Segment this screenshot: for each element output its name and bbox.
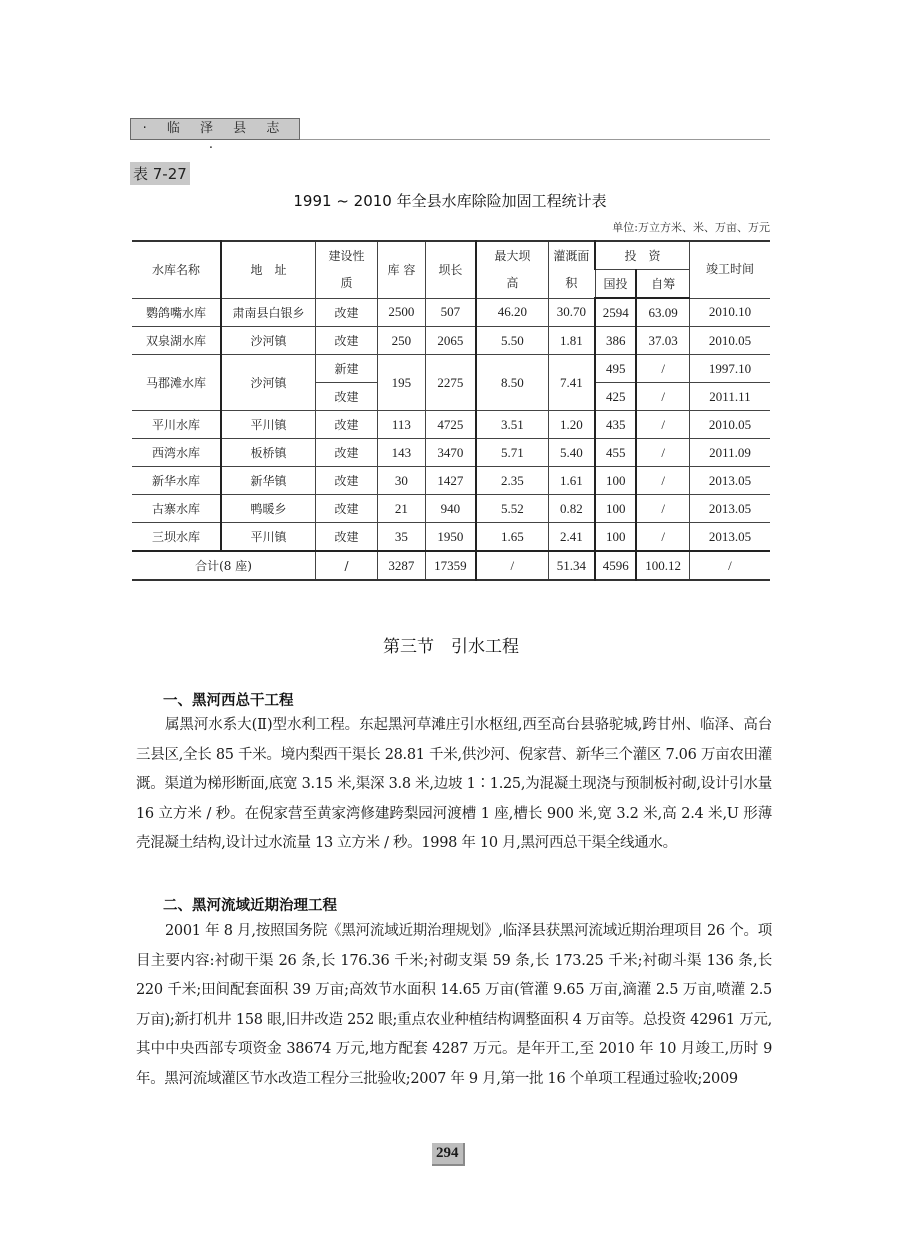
cell-name: 双泉湖水库: [132, 327, 221, 355]
cell-dam-length: 1950: [425, 523, 476, 552]
total-completion: /: [689, 551, 770, 580]
cell-irrigation: 1.81: [548, 327, 595, 355]
cell-address: 肃南县白银乡: [221, 298, 316, 327]
cell-dam-length: 3470: [425, 439, 476, 467]
cell-nature: 改建: [316, 467, 378, 495]
table-row: [132, 327, 770, 355]
cell-capacity: 30: [378, 467, 426, 495]
cell-state: 435: [595, 411, 636, 439]
total-capacity: 3287: [378, 551, 426, 580]
total-label: 合计(8 座): [132, 551, 316, 580]
cell-max-height: 1.65: [476, 523, 548, 552]
header-irrigation: 灌溉面积: [548, 241, 595, 298]
cell-nature: 改建: [316, 327, 378, 355]
header-rule: [300, 139, 770, 140]
cell-nature: 改建: [316, 411, 378, 439]
cell-nature: 改建: [316, 298, 378, 327]
header-address: 地 址: [221, 241, 316, 298]
cell-address: 沙河镇: [221, 327, 316, 355]
total-nature: /: [316, 551, 378, 580]
header-state-investment: 国投: [595, 270, 636, 299]
subsection-paragraph-2: 2001 年 8 月,按照国务院《黑河流域近期治理规划》,临泽县获黑河流域近期治理项目 26 个。项目主要内容:衬砌干渠 26 条,长 176.36 千米;衬砌支渠 59 条,长 173.25 千米;衬砌斗渠 136 条,长 220 千米;田间配套面积 39 万亩;高效节水面积 14.65 万亩(管灌 9.65 万亩,滴灌 2.5 万亩,喷灌 2.5 万亩);新打机井 158 眼,旧井改造 252 眼;重点农业种植结构调整面积 4 万亩等。总投资 42961 万元, 其中中央西部专项资金 38674 万元,地方配套 4287 万元。是年开工,至 2010 年 10 月竣工,历时 9 年。黑河流域灌区节水改造工程分三批验收;2007 年 9 月,第一批 16 个单项工程通过验收;2009: [136, 923, 772, 1087]
table-number: 表 7-27: [130, 162, 190, 185]
table-row: [132, 411, 770, 439]
cell-completion: 2011.09: [689, 439, 770, 467]
subsection-heading-2: 二、黑河流域近期治理工程: [163, 898, 337, 914]
cell-name: 三坝水库: [132, 523, 221, 552]
cell-self: /: [636, 383, 689, 411]
cell-name: 平川水库: [132, 411, 221, 439]
cell-self: /: [636, 523, 689, 552]
header-dam-length: 坝长: [425, 241, 476, 298]
cell-capacity: 113: [378, 411, 426, 439]
cell-state: 386: [595, 327, 636, 355]
header-investment: 投 资: [595, 241, 689, 270]
cell-self: /: [636, 355, 689, 383]
total-irrigation: 51.34: [548, 551, 595, 580]
cell-irrigation: 0.82: [548, 495, 595, 523]
header-name: 水库名称: [132, 241, 221, 298]
header-completion: 竣工时间: [689, 241, 770, 298]
table-row: [132, 298, 770, 327]
cell-name: 新华水库: [132, 467, 221, 495]
cell-self: /: [636, 467, 689, 495]
cell-nature: 新建: [316, 355, 378, 383]
cell-self: 37.03: [636, 327, 689, 355]
header-self-raised: 自筹: [636, 270, 689, 299]
cell-max-height: 46.20: [476, 298, 548, 327]
header-nature: 建设性质: [316, 241, 378, 298]
cell-completion: 2010.05: [689, 411, 770, 439]
cell-capacity: 21: [378, 495, 426, 523]
cell-completion: 2011.11: [689, 383, 770, 411]
header-capacity: 库 容: [378, 241, 426, 298]
cell-irrigation: 5.40: [548, 439, 595, 467]
cell-address: 平川镇: [221, 411, 316, 439]
subsection-heading-1: 一、黑河西总干工程: [163, 693, 294, 709]
header-max-height: 最大坝高: [476, 241, 548, 298]
cell-dam-length: 4725: [425, 411, 476, 439]
table-unit: 单位:万立方米、米、万亩、万元: [612, 221, 770, 234]
cell-nature: 改建: [316, 523, 378, 552]
cell-irrigation: 1.61: [548, 467, 595, 495]
cell-self: /: [636, 411, 689, 439]
running-head-title: · 临 泽 县 志 ·: [130, 118, 300, 140]
cell-capacity: 250: [378, 327, 426, 355]
cell-completion: 2010.05: [689, 327, 770, 355]
cell-max-height: 3.51: [476, 411, 548, 439]
cell-completion: 2010.10: [689, 298, 770, 327]
cell-name: 古寨水库: [132, 495, 221, 523]
cell-address: 板桥镇: [221, 439, 316, 467]
total-dam-length: 17359: [425, 551, 476, 580]
cell-address: 鸭暖乡: [221, 495, 316, 523]
section-title: 第三节 引水工程: [383, 637, 519, 657]
cell-self: /: [636, 439, 689, 467]
running-head: [130, 118, 770, 156]
cell-dam-length: 507: [425, 298, 476, 327]
subsection-paragraph-1: 属黑河水系大(Ⅱ)型水利工程。东起黑河草滩庄引水枢纽,西至高台县骆驼城,跨甘州、临泽、高台三县区,全长 85 千米。境内梨西干渠长 28.81 千米,供沙河、倪家营、新华三个灌区 7.06 万亩农田灌溉。渠道为梯形断面,底宽 3.15 米,渠深 3.8 米,边坡 1∶1.25,为混凝土现浇与预制板衬砌,设计引水量 16 立方米 / 秒。在倪家营至黄家湾修建跨梨园河渡槽 1 座,槽长 900 米,宽 3.2 米,高 2.4 米,U 形薄壳混凝土结构,设计过水流量 13 立方米 / 秒。1998 年 10 月,黑河西总干渠全线通水。: [136, 717, 772, 852]
cell-name: 西湾水库: [132, 439, 221, 467]
cell-capacity: 195: [378, 355, 426, 411]
cell-completion: 1997.10: [689, 355, 770, 383]
cell-max-height: 2.35: [476, 467, 548, 495]
cell-address: 新华镇: [221, 467, 316, 495]
cell-max-height: 5.52: [476, 495, 548, 523]
cell-irrigation: 1.20: [548, 411, 595, 439]
cell-state: 455: [595, 439, 636, 467]
cell-address: 平川镇: [221, 523, 316, 552]
cell-capacity: 35: [378, 523, 426, 552]
table-row: [132, 495, 770, 523]
cell-address: 沙河镇: [221, 355, 316, 411]
cell-state: 495: [595, 355, 636, 383]
reservoir-table: [132, 240, 770, 581]
table-row: [132, 467, 770, 495]
cell-state: 100: [595, 467, 636, 495]
cell-capacity: 143: [378, 439, 426, 467]
cell-irrigation: 30.70: [548, 298, 595, 327]
cell-dam-length: 940: [425, 495, 476, 523]
cell-completion: 2013.05: [689, 495, 770, 523]
cell-dam-length: 2065: [425, 327, 476, 355]
cell-capacity: 2500: [378, 298, 426, 327]
table-row: [132, 355, 770, 383]
cell-nature: 改建: [316, 439, 378, 467]
cell-irrigation: 7.41: [548, 355, 595, 411]
total-state: 4596: [595, 551, 636, 580]
cell-nature: 改建: [316, 383, 378, 411]
total-max-height: /: [476, 551, 548, 580]
table-total-row: [132, 551, 770, 580]
cell-completion: 2013.05: [689, 523, 770, 552]
page-number: 294: [432, 1143, 465, 1166]
cell-name: 鹦鸽嘴水库: [132, 298, 221, 327]
cell-max-height: 8.50: [476, 355, 548, 411]
cell-self: 63.09: [636, 298, 689, 327]
cell-state: 100: [595, 495, 636, 523]
cell-name: 马郡滩水库: [132, 355, 221, 411]
cell-dam-length: 1427: [425, 467, 476, 495]
cell-max-height: 5.71: [476, 439, 548, 467]
cell-irrigation: 2.41: [548, 523, 595, 552]
cell-completion: 2013.05: [689, 467, 770, 495]
table-row: [132, 523, 770, 552]
table-row: [132, 439, 770, 467]
cell-max-height: 5.50: [476, 327, 548, 355]
cell-state: 2594: [595, 298, 636, 327]
cell-state: 425: [595, 383, 636, 411]
cell-nature: 改建: [316, 495, 378, 523]
table-title: 1991 ~ 2010 年全县水库除险加固工程统计表: [293, 192, 607, 210]
cell-self: /: [636, 495, 689, 523]
cell-state: 100: [595, 523, 636, 552]
total-self: 100.12: [636, 551, 689, 580]
cell-dam-length: 2275: [425, 355, 476, 411]
